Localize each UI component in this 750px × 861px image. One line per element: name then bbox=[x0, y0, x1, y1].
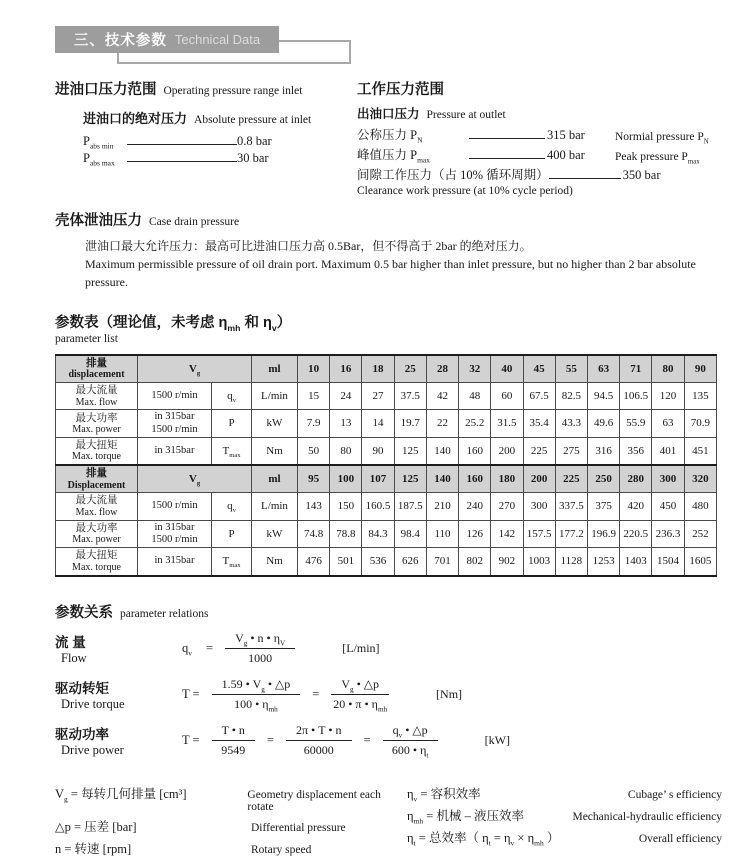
table-row-max-power-1 bbox=[56, 410, 717, 438]
drain-text bbox=[85, 237, 722, 291]
table-cell: 82.5 bbox=[555, 383, 587, 410]
table-cell: 177.2 bbox=[555, 520, 587, 548]
legend-item: $\eta_v$ = 容积效率 Cubage’ s efficiency bbox=[407, 786, 722, 804]
table-cell: 240 bbox=[459, 493, 491, 520]
table-cell: 1003 bbox=[523, 548, 555, 576]
parameter-table bbox=[55, 354, 717, 577]
table-cell: 110 bbox=[426, 520, 458, 548]
row-condition-cell: in 315bar 1500 r/min bbox=[138, 520, 212, 548]
table-cell: 143 bbox=[298, 493, 330, 520]
table-cell: 120 bbox=[652, 383, 684, 410]
table-cell: 225 bbox=[555, 465, 587, 493]
row-unit-cell: Nm bbox=[252, 438, 298, 466]
table-row-max-torque-2 bbox=[56, 548, 717, 576]
table-cell: 125 bbox=[394, 465, 426, 493]
table-row-max-flow-1 bbox=[56, 383, 717, 410]
table-cell: 160 bbox=[459, 465, 491, 493]
table-cell: 160.5 bbox=[362, 493, 394, 520]
drain-heading bbox=[55, 209, 722, 230]
table-cell: 300 bbox=[652, 465, 684, 493]
table-cell: 48 bbox=[459, 383, 491, 410]
table-cell: 316 bbox=[587, 438, 619, 466]
table-cell: 480 bbox=[684, 493, 716, 520]
table-cell: 31.5 bbox=[491, 410, 523, 438]
inlet-min-value: 0.8 bar bbox=[237, 134, 272, 148]
row-condition-cell: in 315bar 1500 r/min bbox=[138, 410, 212, 438]
row-symbol-cell: $q_v$ bbox=[212, 383, 252, 410]
table-cell: 94.5 bbox=[587, 383, 619, 410]
peak-pressure-label: 峰值压力 $P_{max}$ bbox=[357, 148, 430, 165]
legend-item: n = 转速 [rpm] Rotary speed bbox=[55, 841, 312, 856]
table-cell: 15 bbox=[298, 383, 330, 410]
table-cell: 902 bbox=[491, 548, 523, 576]
table-cell: 501 bbox=[330, 548, 362, 576]
pressure-section bbox=[55, 78, 722, 197]
table-cell: 140 bbox=[426, 465, 458, 493]
table-cell: 701 bbox=[426, 548, 458, 576]
row-unit-cell: Nm bbox=[252, 548, 298, 576]
row-unit-cell: kW bbox=[252, 520, 298, 548]
clearance-note-en: Clearance work pressure (at 10% cycle period) bbox=[357, 185, 573, 197]
torque-fraction-1: $\frac{1.59 • V_g • \triangle p}{100 • \eta_{mh}}$ bbox=[212, 677, 301, 712]
table-cell: 200 bbox=[491, 438, 523, 466]
table-cell: 95 bbox=[298, 465, 330, 493]
table-cell: 63 bbox=[587, 355, 619, 383]
banner-title-zh: 三、技术参数 bbox=[73, 33, 167, 49]
table-cell: 32 bbox=[459, 355, 491, 383]
work-row-clearance bbox=[357, 165, 722, 183]
symbol-legend bbox=[55, 780, 722, 861]
inlet-heading-en: Operating pressure range inlet bbox=[163, 85, 303, 97]
inlet-pressure-block bbox=[55, 78, 357, 197]
table-header-row-2 bbox=[56, 465, 717, 493]
legend-item: △p = 压差 [bar] Differential pressure bbox=[55, 819, 346, 834]
equals-sign: = bbox=[312, 687, 320, 702]
table-row-max-power-2 bbox=[56, 520, 717, 548]
leader-line bbox=[469, 158, 545, 159]
table-cell: 401 bbox=[652, 438, 684, 466]
header-displacement-cell: 排量 Displacement bbox=[56, 465, 138, 493]
header-vg-cell: $V_g$ bbox=[138, 465, 252, 493]
legend-item: $\eta_t$ = 总效率（ $\eta_t = \eta_v \times \eta_{mh}$ ） Overall efficiency bbox=[407, 830, 722, 848]
drain-text-en: Maximum permissible pressure of oil drain port. Maximum 0.5 bar higher than inlet pressure, but no higher than 2 bar absolute pressure. bbox=[85, 257, 696, 289]
table-cell: 78.8 bbox=[330, 520, 362, 548]
table-cell: 80 bbox=[652, 355, 684, 383]
table-cell: 420 bbox=[620, 493, 652, 520]
case-drain-block bbox=[55, 209, 722, 291]
table-cell: 22 bbox=[426, 410, 458, 438]
torque-lead: T = bbox=[182, 687, 200, 702]
table-cell: 135 bbox=[684, 383, 716, 410]
equals-sign: = bbox=[206, 641, 214, 656]
table-cell: 450 bbox=[652, 493, 684, 520]
table-cell: 187.5 bbox=[394, 493, 426, 520]
nominal-pressure-label: 公称压力 $P_N$ bbox=[357, 128, 423, 145]
table-cell: 37.5 bbox=[394, 383, 426, 410]
inlet-heading-zh: 进油口压力范围 bbox=[55, 82, 157, 98]
leader-line bbox=[127, 161, 237, 162]
leader-line bbox=[549, 178, 621, 179]
inlet-min-label: $P_{abs min}$ bbox=[83, 134, 114, 151]
power-fraction-3: $\frac{q_v • \triangle p}{600 • \eta_t}$ bbox=[383, 723, 438, 758]
row-unit-cell: L/min bbox=[252, 383, 298, 410]
table-cell: 14 bbox=[362, 410, 394, 438]
table-cell: 28 bbox=[426, 355, 458, 383]
section-banner bbox=[55, 26, 375, 64]
leader-line bbox=[127, 144, 237, 145]
table-cell: 275 bbox=[555, 438, 587, 466]
torque-unit: [Nm] bbox=[436, 687, 463, 702]
table-cell: 220.5 bbox=[620, 520, 652, 548]
legend-right-column bbox=[407, 780, 722, 861]
work-pressure-block bbox=[357, 78, 722, 197]
table-cell: 40 bbox=[491, 355, 523, 383]
table-cell: 100 bbox=[330, 465, 362, 493]
flow-unit: [L/min] bbox=[342, 641, 380, 656]
table-cell: 320 bbox=[684, 465, 716, 493]
table-cell: 1504 bbox=[652, 548, 684, 576]
table-cell: 10 bbox=[298, 355, 330, 383]
table-cell: 13 bbox=[330, 410, 362, 438]
work-subheading-zh: 出油口压力 bbox=[357, 107, 420, 121]
table-cell: 150 bbox=[330, 493, 362, 520]
table-cell: 71 bbox=[620, 355, 652, 383]
table-cell: 270 bbox=[491, 493, 523, 520]
equals-sign: = bbox=[363, 733, 371, 748]
row-label-cell: 最大流量 Max. flow bbox=[56, 383, 138, 410]
table-cell: 42 bbox=[426, 383, 458, 410]
inlet-row-max bbox=[83, 151, 357, 166]
flow-symbol: $q_v$ bbox=[182, 641, 192, 658]
table-cell: 236.3 bbox=[652, 520, 684, 548]
table-cell: 140 bbox=[426, 438, 458, 466]
table-cell: 280 bbox=[620, 465, 652, 493]
table-cell: 19.7 bbox=[394, 410, 426, 438]
table-cell: 180 bbox=[491, 465, 523, 493]
row-condition-cell: in 315bar bbox=[138, 548, 212, 576]
table-cell: 126 bbox=[459, 520, 491, 548]
banner-box bbox=[55, 26, 279, 53]
row-label-cell: 最大功率 Max. power bbox=[56, 410, 138, 438]
peak-pressure-en: Peak pressure $P_{max}$ bbox=[615, 151, 700, 166]
row-condition-cell: 1500 r/min bbox=[138, 493, 212, 520]
torque-fraction-2: $\frac{V_g • \triangle p}{20 • \pi • \eta_{mh}}$ bbox=[333, 677, 388, 714]
row-symbol-cell: $T_{max}$ bbox=[212, 548, 252, 576]
row-symbol-cell: P bbox=[212, 410, 252, 438]
table-cell: 196.9 bbox=[587, 520, 619, 548]
table-header-row-1 bbox=[56, 355, 717, 383]
table-cell: 300 bbox=[523, 493, 555, 520]
table-cell: 1403 bbox=[620, 548, 652, 576]
row-symbol-cell: $T_{max}$ bbox=[212, 438, 252, 466]
table-cell: 802 bbox=[459, 548, 491, 576]
table-cell: 626 bbox=[394, 548, 426, 576]
table-cell: 25 bbox=[394, 355, 426, 383]
relations-heading-en: parameter relations bbox=[120, 607, 209, 620]
header-displacement-cell bbox=[56, 355, 138, 383]
table-cell: 7.9 bbox=[298, 410, 330, 438]
row-condition-cell: in 315bar bbox=[138, 438, 212, 466]
table-cell: 16 bbox=[330, 355, 362, 383]
table-cell: 536 bbox=[362, 548, 394, 576]
table-cell: 70.9 bbox=[684, 410, 716, 438]
clearance-pressure-label: 间隙工作压力（占 10% 循环周期） bbox=[357, 168, 549, 182]
power-fraction-1: $\frac{T • n}{9549}$ bbox=[212, 723, 255, 758]
table-cell: 50 bbox=[298, 438, 330, 466]
table-cell: 27 bbox=[362, 383, 394, 410]
header-displacement-en: displacement bbox=[68, 369, 125, 381]
work-subheading bbox=[357, 104, 722, 122]
row-condition-cell: 1500 r/min bbox=[138, 383, 212, 410]
power-fraction-2: $\frac{2\pi • T • n}{60000}$ bbox=[286, 723, 352, 758]
header-displacement-zh: 排量 bbox=[86, 357, 107, 369]
table-cell: 25.2 bbox=[459, 410, 491, 438]
table-cell: 210 bbox=[426, 493, 458, 520]
inlet-subheading bbox=[83, 108, 357, 127]
work-subheading-en: Pressure at outlet bbox=[426, 109, 506, 121]
inlet-row-min bbox=[83, 134, 357, 149]
table-cell: 49.6 bbox=[587, 410, 619, 438]
row-label-cell: 最大扭矩 Max. torque bbox=[56, 548, 138, 576]
clearance-pressure-value: 350 bar bbox=[622, 168, 661, 182]
table-cell: 451 bbox=[684, 438, 716, 466]
table-cell: 80 bbox=[330, 438, 362, 466]
legend-item: $\eta_{mh}$ = 机械 – 液压效率 Mechanical-hydraulic efficiency bbox=[407, 808, 722, 826]
equals-sign: = bbox=[266, 733, 274, 748]
table-row-max-torque-1 bbox=[56, 438, 717, 466]
table-cell: 1605 bbox=[684, 548, 716, 576]
inlet-heading bbox=[55, 78, 357, 99]
parameter-table-subtitle: parameter list bbox=[55, 333, 118, 345]
leader-line bbox=[469, 138, 545, 139]
table-cell: 35.4 bbox=[523, 410, 555, 438]
table-cell: 98.4 bbox=[394, 520, 426, 548]
relations-heading bbox=[55, 601, 722, 622]
drain-heading-zh: 壳体泄油压力 bbox=[55, 213, 142, 229]
table-cell: 157.5 bbox=[523, 520, 555, 548]
flow-formula-row bbox=[55, 630, 722, 668]
row-symbol-cell: P bbox=[212, 520, 252, 548]
header-unit-cell: ml bbox=[252, 355, 298, 383]
row-label-cell: 最大扭矩 Max. torque bbox=[56, 438, 138, 466]
power-lead: T = bbox=[182, 733, 200, 748]
table-cell: 142 bbox=[491, 520, 523, 548]
row-unit-cell: L/min bbox=[252, 493, 298, 520]
work-row-peak bbox=[357, 145, 722, 166]
header-unit-cell: ml bbox=[252, 465, 298, 493]
table-cell: 356 bbox=[620, 438, 652, 466]
table-cell: 107 bbox=[362, 465, 394, 493]
inlet-subheading-en: Absolute pressure at inlet bbox=[194, 114, 312, 126]
table-cell: 67.5 bbox=[523, 383, 555, 410]
table-cell: 74.8 bbox=[298, 520, 330, 548]
power-formula-row bbox=[55, 722, 722, 760]
table-cell: 90 bbox=[362, 438, 394, 466]
torque-formula-row bbox=[55, 676, 722, 714]
table-cell: 55 bbox=[555, 355, 587, 383]
banner-title-en: Technical Data bbox=[174, 32, 261, 47]
table-cell: 125 bbox=[394, 438, 426, 466]
row-unit-cell: kW bbox=[252, 410, 298, 438]
table-cell: 1253 bbox=[587, 548, 619, 576]
parameter-table-title: 参数表（理论值，未考虑 $\eta_{mh}$ 和 $\eta_v$） bbox=[55, 315, 292, 333]
table-cell: 476 bbox=[298, 548, 330, 576]
power-label: 驱动功率 Drive power bbox=[55, 727, 124, 758]
table-cell: 375 bbox=[587, 493, 619, 520]
table-cell: 84.3 bbox=[362, 520, 394, 548]
table-cell: 63 bbox=[652, 410, 684, 438]
table-cell: 250 bbox=[587, 465, 619, 493]
work-heading bbox=[357, 78, 722, 99]
table-cell: 90 bbox=[684, 355, 716, 383]
inlet-max-label: $P_{abs max}$ bbox=[83, 151, 115, 168]
legend-left-column bbox=[55, 780, 407, 861]
table-cell: 24 bbox=[330, 383, 362, 410]
inlet-subheading-zh: 进油口的绝对压力 bbox=[83, 111, 188, 126]
power-unit: [kW] bbox=[484, 733, 510, 748]
table-cell: 225 bbox=[523, 438, 555, 466]
table-row-max-flow-2 bbox=[56, 493, 717, 520]
work-heading-zh: 工作压力范围 bbox=[357, 82, 444, 98]
drain-text-zh: 泄油口最大允许压力：最高可比进油口压力高 0.5Bar，但不得高于 2bar 的绝对压力。 bbox=[85, 239, 532, 253]
torque-label: 驱动转矩 Drive torque bbox=[55, 681, 125, 712]
relations-heading-zh: 参数关系 bbox=[55, 604, 113, 621]
table-cell: 55.9 bbox=[620, 410, 652, 438]
table-cell: 160 bbox=[459, 438, 491, 466]
table-cell: 18 bbox=[362, 355, 394, 383]
table-cell: 200 bbox=[523, 465, 555, 493]
row-label-cell: 最大功率 Max. power bbox=[56, 520, 138, 548]
row-symbol-cell: $q_v$ bbox=[212, 493, 252, 520]
drain-heading-en: Case drain pressure bbox=[149, 216, 240, 228]
inlet-max-value: 30 bar bbox=[237, 151, 269, 165]
table-cell: 106.5 bbox=[620, 383, 652, 410]
table-cell: 1128 bbox=[555, 548, 587, 576]
nominal-pressure-value: 315 bar bbox=[547, 128, 585, 142]
nominal-pressure-en: Normial pressure $P_N$ bbox=[615, 131, 709, 146]
table-cell: 252 bbox=[684, 520, 716, 548]
peak-pressure-value: 400 bar bbox=[547, 148, 585, 162]
table-cell: 43.3 bbox=[555, 410, 587, 438]
header-vg-cell: $V_g$ bbox=[138, 355, 252, 383]
table-cell: 45 bbox=[523, 355, 555, 383]
flow-label: 流 量 Flow bbox=[55, 635, 87, 666]
flow-fraction: $\frac{V_g • n • \eta_V}{1000}$ bbox=[225, 631, 295, 666]
table-cell: 60 bbox=[491, 383, 523, 410]
row-label-cell: 最大流量 Max. flow bbox=[56, 493, 138, 520]
work-row-nominal bbox=[357, 125, 722, 146]
table-cell: 337.5 bbox=[555, 493, 587, 520]
legend-item: $V_g$ = 每转几何排量 [cm³] Geometry displacement each rotate bbox=[55, 786, 381, 813]
